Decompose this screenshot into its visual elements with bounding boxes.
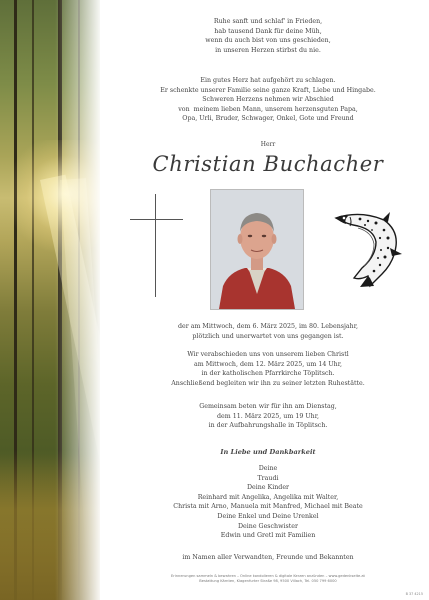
salutation: Herr [260, 141, 276, 148]
portrait-figure [211, 190, 303, 309]
portrait-photo [210, 189, 304, 310]
family-list [118, 464, 418, 541]
funeral-line: am Mittwoch, dem 12. März 2025, um 14 Uhr, [193, 360, 343, 368]
footer-line: Bestattung Kärnten, Klagenfurter Straße 98, 9500 Villach, Tel. 050 799 6000 [199, 579, 337, 583]
funeral-line: in der katholischen Pfarrkirche Töplitsch. [201, 370, 335, 378]
poem-line: Ruhe sanft und schlaf' in Frieden, [213, 18, 323, 25]
footer-line: Erinnerungen sammeln & bewahren – Online kondolieren & digitale Kerzen anzünden – www.gedenkseite.at [171, 574, 365, 578]
cross-icon [155, 194, 156, 297]
family-line: Deine Geschwister [237, 522, 299, 530]
trout-icon [330, 208, 406, 288]
death-notice [118, 322, 418, 341]
prayer-details [118, 402, 418, 431]
gratitude-heading: In Liebe und Dankbarkeit [220, 448, 316, 456]
prayer-line: Gemeinsam beten wir für ihn am Dienstag, [199, 403, 337, 410]
funeral-details [118, 350, 418, 388]
family-line: Deine [258, 465, 278, 472]
family-line: Traudi [257, 474, 279, 482]
death-notice-line: der am Mittwoch, dem 6. März 2025, im 80. Lebensjahr, [177, 323, 359, 330]
tribute-line: Ein gutes Herz hat aufgehört zu schlagen. [200, 77, 336, 84]
family-line: Christa mit Arno, Manuela mit Manfred, Michael mit Beate [173, 503, 363, 511]
tribute [118, 76, 418, 124]
prayer-line: dem 11. März 2025, um 19 Uhr, [216, 412, 320, 420]
poem [118, 17, 418, 55]
family-line: Deine Enkel und Deine Urenkel [217, 512, 319, 520]
document-code: B 37 4215 [405, 592, 423, 596]
poem-line: hab tausend Dank für deine Müh, [214, 27, 322, 35]
death-notice-line: plötzlich und unerwartet von uns gegangen ist. [192, 332, 344, 340]
family-line: Deine Kinder [246, 484, 290, 492]
tribute-line: Er schenkte unserer Familie seine ganze Kraft, Liebe und Hingabe. [160, 86, 376, 94]
poem-line: wenn du auch bist von uns geschieden, [205, 37, 331, 45]
poem-line: in unseren Herzen stirbst du nie. [215, 46, 321, 54]
tribute-line: von meinem lieben Mann, unserem herzensguten Papa, [178, 105, 358, 113]
relatives-line: im Namen aller Verwandten, Freunde und Bekannten [182, 554, 354, 561]
forest-sunlight-image [0, 0, 100, 600]
deceased-name: Christian Buchacher [152, 152, 384, 176]
footer [118, 574, 418, 584]
funeral-line: Anschließend begleiten wir ihn zu seiner letzten Ruhestätte. [171, 379, 365, 387]
tribute-line: Opa, Urli, Bruder, Schwager, Onkel, Gote und Freund [182, 115, 354, 123]
family-line: Reinhard mit Angelika, Angelika mit Walter, [197, 493, 339, 501]
funeral-line: Wir verabschieden uns von unserem lieben Christl [187, 351, 349, 358]
prayer-line: in der Aufbahrungshalle in Töplitsch. [208, 422, 328, 430]
family-line: Edwin und Gretl mit Familien [220, 532, 316, 540]
cross-icon-bar [130, 219, 183, 220]
tribute-line: Schweren Herzens nehmen wir Abschied [202, 96, 334, 104]
